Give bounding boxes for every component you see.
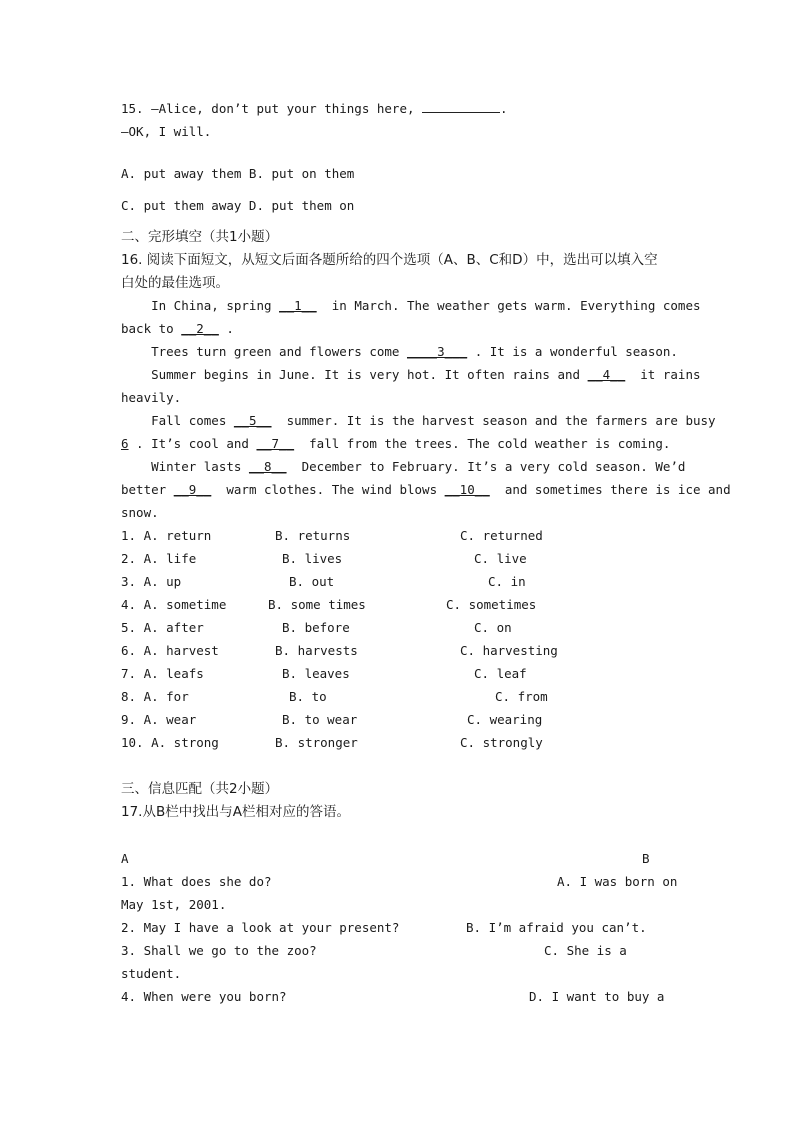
passage-line-6	[121, 412, 716, 430]
option-row-1-c: C. returned	[460, 528, 543, 543]
passage-text: summer. It is the harvest season and the farmers are busy	[271, 413, 716, 428]
blank-10: __10__	[444, 482, 490, 497]
column-a-header: A	[121, 851, 129, 866]
option-row-4-b: B. some times	[268, 597, 366, 612]
passage-text: Summer begins in June. It is very hot. It often rains and	[121, 367, 588, 382]
passage-text: fall from the trees. The cold weather is coming.	[294, 436, 671, 451]
option-row-5-b: B. before	[282, 620, 350, 635]
question-15-stem	[121, 100, 508, 118]
passage-line-9	[121, 481, 731, 499]
passage-text: and sometimes there is ice and	[489, 482, 731, 497]
passage-line-3	[121, 343, 678, 361]
match-b-b: B. I’m afraid you can’t.	[466, 920, 647, 935]
passage-text: . It’s cool and	[128, 436, 257, 451]
option-row-3-a: 3. A. up	[121, 574, 182, 589]
q15-stem-text: 15. —Alice, don’t put your things here,	[121, 101, 423, 116]
option-row-6-c: C. harvesting	[460, 643, 558, 658]
option-row-6-b: B. harvests	[275, 643, 358, 658]
passage-text: Trees turn green and flowers come	[121, 344, 407, 359]
match-b-c: C. She is a	[544, 943, 627, 958]
passage-line-1	[121, 297, 701, 315]
blank-1: __1__	[279, 298, 317, 313]
column-b-header: B	[642, 851, 650, 866]
passage-line-8	[121, 458, 685, 476]
passage-text: . It is a wonderful season.	[467, 344, 678, 359]
option-row-3-b: B. out	[289, 574, 335, 589]
question-15-options-cd: C. put them away D. put them on	[121, 198, 355, 213]
option-row-1-a: 1. A. return	[121, 528, 212, 543]
question-15-reply: —OK, I will.	[121, 124, 212, 139]
option-row-8-c: C. from	[495, 689, 548, 704]
match-b-d: D. I want to buy a	[529, 989, 665, 1004]
passage-text: .	[218, 321, 234, 336]
option-row-7-b: B. leaves	[282, 666, 350, 681]
match-b-c-continued: student.	[121, 966, 182, 981]
match-b-a: A. I was born on	[557, 874, 678, 889]
match-b-a-continued: May 1st, 2001.	[121, 897, 227, 912]
q15-stem-end: .	[500, 101, 508, 116]
question-15-options-ab: A. put away them B. put on them	[121, 166, 355, 181]
passage-text: Winter lasts	[121, 459, 249, 474]
section-3-heading: 三、信息匹配（共2小题）	[121, 781, 279, 797]
blank-6: 6	[121, 436, 129, 451]
match-a-3: 3. Shall we go to the zoo?	[121, 943, 317, 958]
option-row-2-a: 2. A. life	[121, 551, 197, 566]
passage-line-10: snow.	[121, 505, 159, 520]
blank-2: __2__	[181, 321, 219, 336]
section-2-heading: 二、完形填空（共1小题）	[121, 229, 279, 245]
option-row-7-a: 7. A. leafs	[121, 666, 204, 681]
passage-text: it rains	[625, 367, 701, 382]
option-row-2-c: C. live	[474, 551, 527, 566]
blank-9: __9__	[173, 482, 212, 497]
blank-4: __4__	[587, 367, 626, 382]
question-16-instruction-line2: 白处的最佳选项。	[121, 275, 229, 291]
blank-8: __8__	[248, 459, 287, 474]
question-16-instruction-line1: 16. 阅读下面短文，从短文后面各题所给的四个选项（A、B、C和D）中，选出可以填入空	[121, 252, 658, 268]
option-row-5-a: 5. A. after	[121, 620, 204, 635]
passage-line-5: heavily.	[121, 390, 182, 405]
option-row-8-a: 8. A. for	[121, 689, 189, 704]
passage-text: In China, spring	[121, 298, 280, 313]
match-a-4: 4. When were you born?	[121, 989, 287, 1004]
option-row-10-a: 10. A. strong	[121, 735, 219, 750]
passage-line-4	[121, 366, 701, 384]
passage-text: back to	[121, 321, 182, 336]
option-row-10-c: C. strongly	[460, 735, 543, 750]
option-row-4-c: C. sometimes	[446, 597, 537, 612]
option-row-8-b: B. to	[289, 689, 327, 704]
passage-text: better	[121, 482, 174, 497]
blank-5: __5__	[233, 413, 272, 428]
q15-answer-blank	[422, 100, 500, 113]
blank-7: __7__	[256, 436, 295, 451]
option-row-9-b: B. to wear	[282, 712, 358, 727]
passage-text: December to February. It’s a very cold season. We’d	[286, 459, 686, 474]
passage-text: in March. The weather gets warm. Everything comes	[316, 298, 701, 313]
option-row-9-a: 9. A. wear	[121, 712, 197, 727]
option-row-4-a: 4. A. sometime	[121, 597, 227, 612]
question-17-instruction: 17.从B栏中找出与A栏相对应的答语。	[121, 804, 350, 820]
match-a-2: 2. May I have a look at your present?	[121, 920, 400, 935]
passage-text: Fall comes	[121, 413, 234, 428]
blank-3: ____3___	[406, 344, 468, 359]
option-row-10-b: B. stronger	[275, 735, 358, 750]
passage-text: warm clothes. The wind blows	[211, 482, 445, 497]
option-row-6-a: 6. A. harvest	[121, 643, 219, 658]
match-a-1: 1. What does she do?	[121, 874, 272, 889]
option-row-3-c: C. in	[488, 574, 526, 589]
option-row-5-c: C. on	[474, 620, 512, 635]
option-row-2-b: B. lives	[282, 551, 343, 566]
passage-line-7	[121, 435, 670, 453]
option-row-7-c: C. leaf	[474, 666, 527, 681]
passage-line-2	[121, 320, 234, 338]
option-row-9-c: C. wearing	[467, 712, 543, 727]
option-row-1-b: B. returns	[275, 528, 351, 543]
